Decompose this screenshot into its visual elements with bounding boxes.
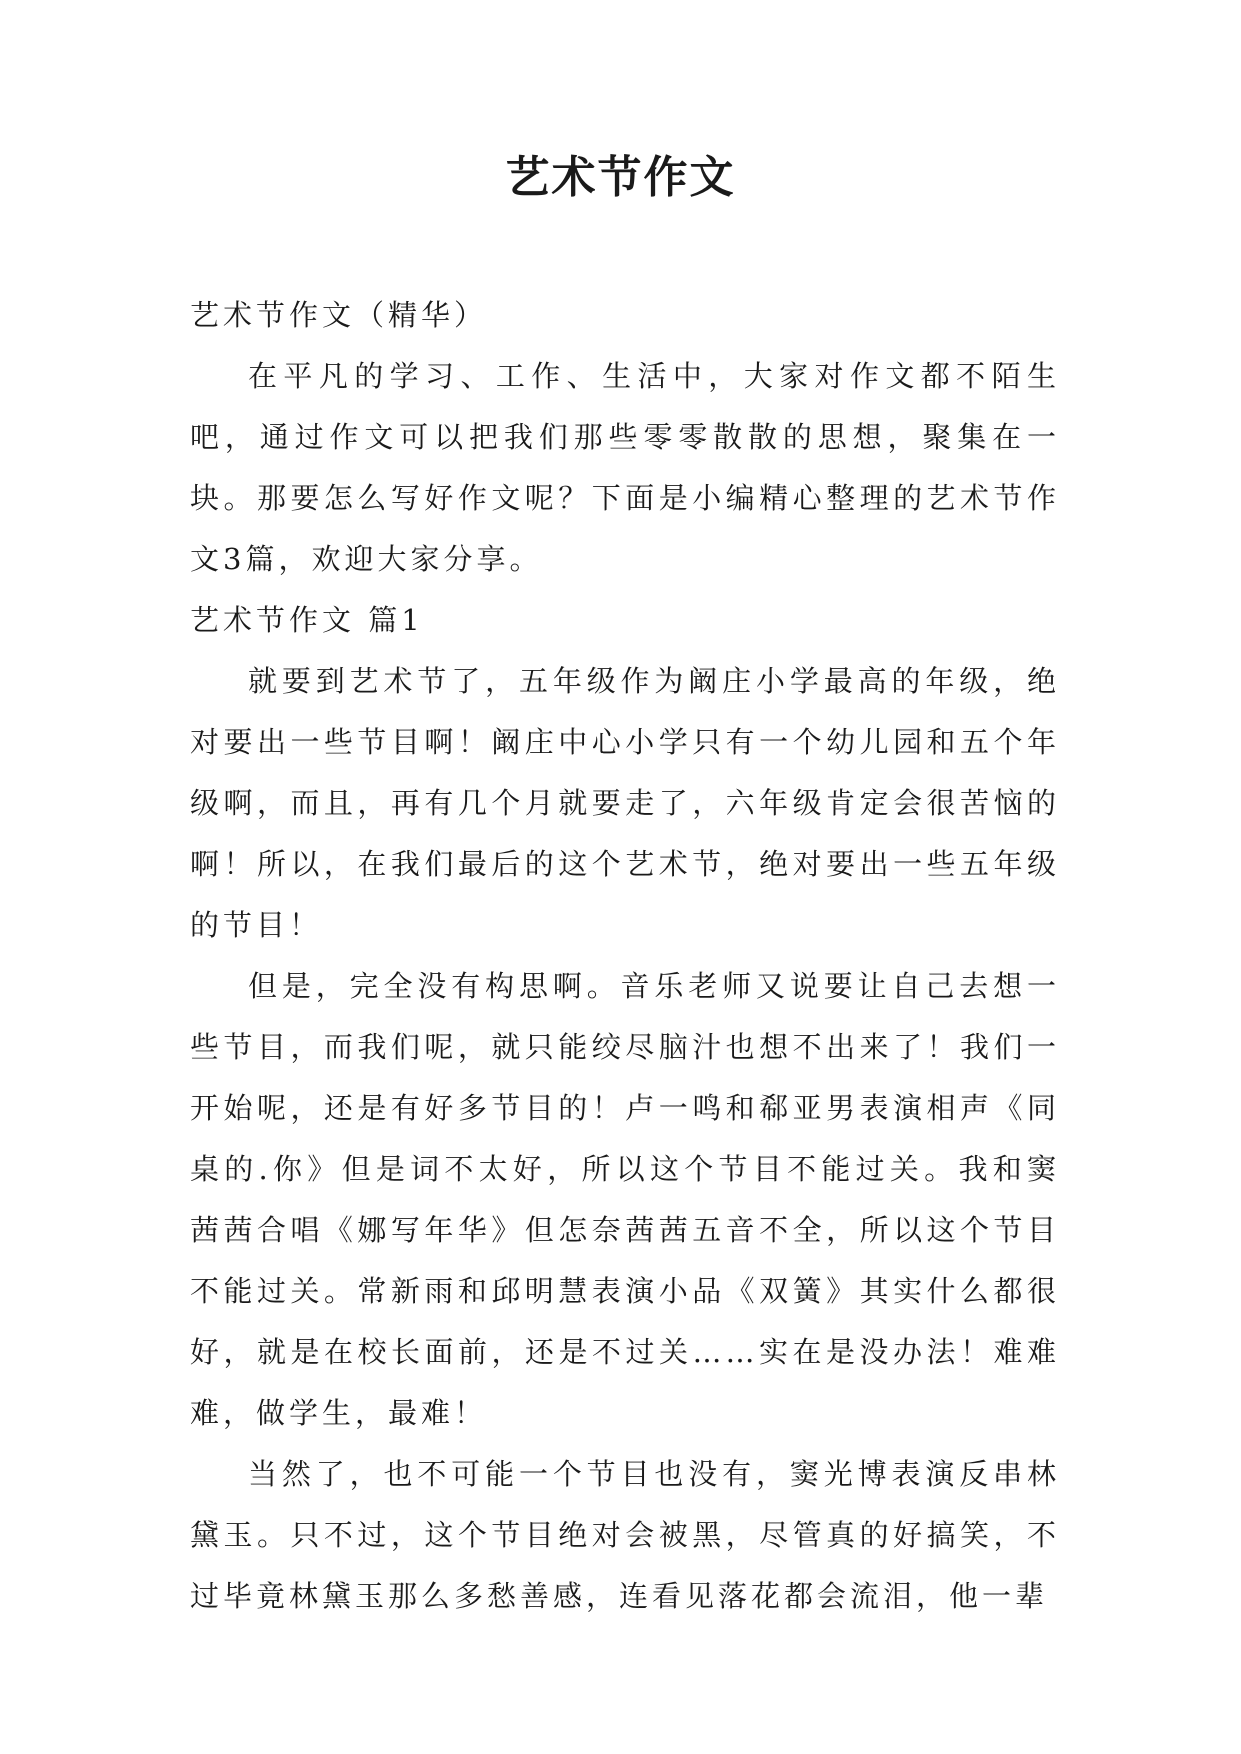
body-paragraph-2: 但是，完全没有构思啊。音乐老师又说要让自己去想一些节目，而我们呢，就只能绞尽脑汁也想不出来了！我们一开始呢，还是有好多节目的！卢一鸣和郗亚男表演相声《同桌的.你》但是词不太好，所以这个节目不能过关。我和窦茜茜合唱《娜写年华》但怎奈茜茜五音不全，所以这个节目不能过关。常新雨和邱明慧表演小品《双簧》其实什么都很好，就是在校长面前，还是不过关……实在是没办法！难难难，做学生，最难！ bbox=[190, 969, 1060, 1430]
section-heading: 艺术节作文 篇1 bbox=[190, 603, 424, 637]
document-subtitle: 艺术节作文（精华） bbox=[190, 298, 488, 332]
body-paragraph-1: 就要到艺术节了，五年级作为阚庄小学最高的年级，绝对要出一些节目啊！阚庄中心小学只有一个幼儿园和五个年级啊，而且，再有几个月就要走了，六年级肯定会很苦恼的啊！所以，在我们最后的这个艺术节，绝对要出一些五年级的节目！ bbox=[190, 664, 1060, 942]
intro-paragraph: 在平凡的学习、工作、生活中，大家对作文都不陌生吧，通过作文可以把我们那些零零散散的思想，聚集在一块。那要怎么写好作文呢？下面是小编精心整理的艺术节作文3篇，欢迎大家分享。 bbox=[190, 359, 1060, 576]
body-paragraph-3: 当然了，也不可能一个节目也没有，窦光博表演反串林黛玉。只不过，这个节目绝对会被黑，尽管真的好搞笑，不过毕竟林黛玉那么多愁善感，连看见落花都会流泪，他一辈 bbox=[190, 1457, 1060, 1613]
document-title: 艺术节作文 bbox=[505, 152, 736, 203]
document-body bbox=[190, 285, 1060, 1627]
